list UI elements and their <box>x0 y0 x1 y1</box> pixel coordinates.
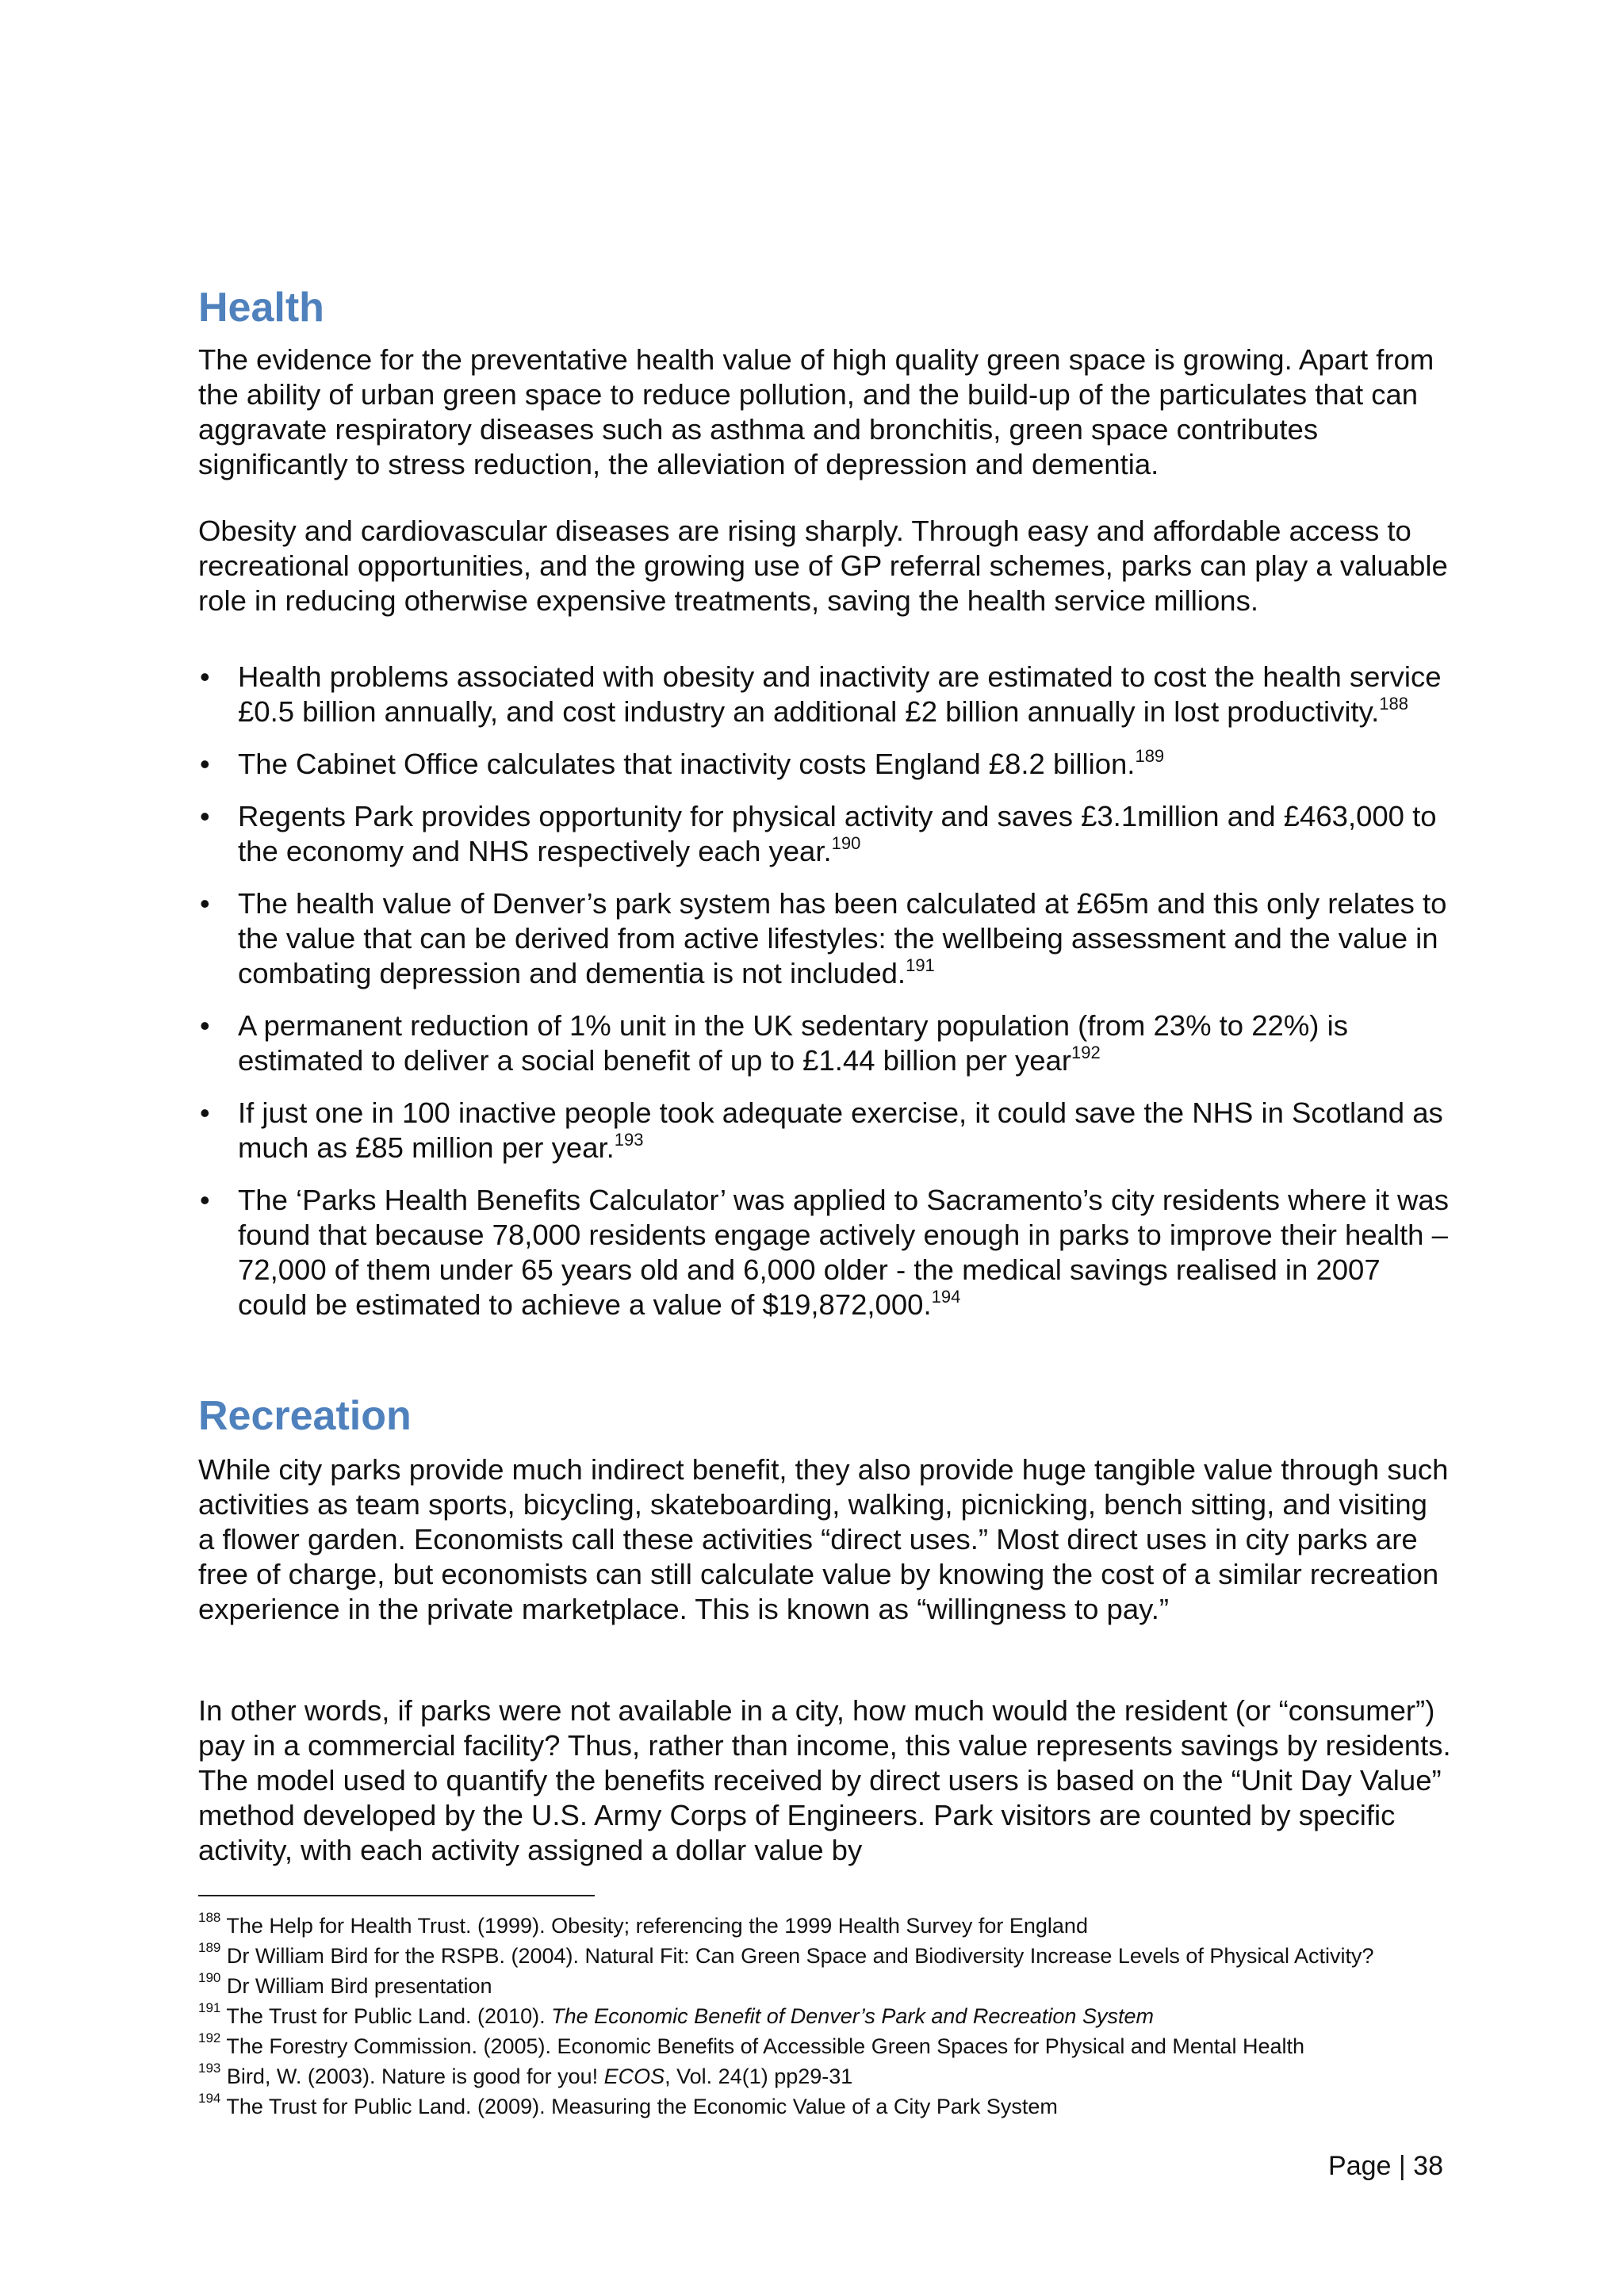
footnote-text: The Trust for Public Land. (2010). <box>226 2004 552 2028</box>
bullet-icon: • <box>200 887 210 920</box>
list-item <box>198 799 1451 869</box>
recreation-paragraph-1: While city parks provide much indirect benefit, they also provide huge tangible value through such activities as team sports, bicycling, skateboarding, walking, picnicking, bench sitting, and visiting a flower garden. Economists call these activities “direct uses.” Most direct uses in city parks are free of charge, but economists can still calculate value by knowing the cost of a similar recreation experience in the private marketplace. This is known as “willingness to pay.” <box>198 1453 1449 1625</box>
footnote-separator <box>198 1895 595 1896</box>
bullet-text: If just one in 100 inactive people took adequate exercise, it could save the NHS in Scotland as much as £85 million per year. <box>238 1096 1443 1164</box>
section-heading-health: Health <box>198 285 324 331</box>
bullet-icon: • <box>200 800 210 832</box>
footnote-number: 190 <box>198 1970 221 1985</box>
bullet-text: The Cabinet Office calculates that inactivity costs England £8.2 billion. <box>238 748 1136 780</box>
bullet-icon: • <box>200 748 210 780</box>
bullet-icon: • <box>200 1009 210 1042</box>
section-heading-recreation: Recreation <box>198 1393 412 1439</box>
bullet-text: A permanent reduction of 1% unit in the UK sedentary population (from 23% to 22%) is estimated to deliver a social benefit of up to £1.44 billion per year <box>238 1009 1348 1077</box>
bullet-text: Regents Park provides opportunity for physical activity and saves £3.1million and £463,000 to the economy and NHS respectively each year. <box>238 800 1437 867</box>
footnote-number: 191 <box>198 2000 221 2015</box>
footnote-ref[interactable]: 194 <box>931 1286 961 1307</box>
footnote-ref[interactable]: 190 <box>831 832 861 853</box>
list-item <box>198 1008 1451 1078</box>
bullet-text: Health problems associated with obesity and inactivity are estimated to cost the health service £0.5 billion annually, and cost industry an additional £2 billion annually in lost productivity. <box>238 660 1442 728</box>
footnote-ref[interactable]: 188 <box>1379 693 1408 714</box>
footnote-text: The Forestry Commission. (2005). Economic Benefits of Accessible Green Spaces for Physical and Mental Health <box>226 2034 1304 2058</box>
footnote-number: 188 <box>198 1910 221 1925</box>
bullet-text: The ‘Parks Health Benefits Calculator’ was applied to Sacramento’s city residents where it was found that because 78,000 residents engage actively enough in parks to improve their health – 72,000 of them under 65 years old and 6,000 older - the medical savings realised in 2007 could be estimated to achieve a value of $19,872,000. <box>238 1184 1449 1321</box>
footnote-text: , Vol. 24(1) pp29-31 <box>665 2064 853 2088</box>
health-paragraph-1: The evidence for the preventative health value of high quality green space is growing. Apart from the ability of urban green space to reduce pollution, and the build-up of the particulates that can aggravate respiratory diseases such as asthma and bronchitis, green space contributes significantly to stress reduction, the alleviation of depression and dementia. <box>198 343 1434 480</box>
footnote <box>198 2091 1467 2122</box>
footnote <box>198 2001 1467 2031</box>
footnote-number: 192 <box>198 2030 221 2045</box>
list-item <box>198 747 1451 782</box>
footnote <box>198 2061 1467 2091</box>
page-number: Page | 38 <box>1328 2151 1443 2181</box>
footnote-title: ECOS <box>603 2064 665 2088</box>
bullet-icon: • <box>200 1096 210 1129</box>
list-item <box>198 1183 1451 1322</box>
footnote-ref[interactable]: 189 <box>1135 745 1165 766</box>
footnote-ref[interactable]: 193 <box>614 1129 644 1150</box>
footnote-ref[interactable]: 192 <box>1071 1042 1101 1062</box>
document-page <box>198 0 1451 2296</box>
footnote-number: 194 <box>198 2091 221 2106</box>
footnote-text: Dr William Bird for the RSPB. (2004). Natural Fit: Can Green Space and Biodiversity Increase Levels of Physical Activity? <box>226 1944 1374 1968</box>
list-item <box>198 1096 1451 1165</box>
footnote-number: 193 <box>198 2061 221 2076</box>
footnotes <box>198 1911 1467 2122</box>
footnote-number: 189 <box>198 1940 221 1955</box>
footnote <box>198 2031 1467 2061</box>
footnote-text: Bird, W. (2003). Nature is good for you! <box>226 2064 604 2088</box>
footnote-text: The Trust for Public Land. (2009). Measuring the Economic Value of a City Park System <box>226 2095 1058 2118</box>
recreation-paragraph-2: In other words, if parks were not available in a city, how much would the resident (or “consumer”) pay in a commercial facility? Thus, rather than income, this value represents savings by residents. The model used to quantify the benefits received by direct users is based on the “Unit Day Value” method developed by the U.S. Army Corps of Engineers. Park visitors are counted by specific activity, with each activity assigned a dollar value by <box>198 1694 1451 1866</box>
footnote <box>198 1911 1467 1941</box>
footnote-title: The Economic Benefit of Denver’s Park and Recreation System <box>551 2004 1154 2028</box>
footnote-text: The Help for Health Trust. (1999). Obesity; referencing the 1999 Health Survey for England <box>226 1914 1088 1938</box>
footnote <box>198 1941 1467 1971</box>
list-item <box>198 660 1451 729</box>
footnote <box>198 1971 1467 2001</box>
health-bullet-list <box>198 660 1451 1340</box>
list-item <box>198 886 1451 991</box>
bullet-icon: • <box>200 1184 210 1216</box>
footnote-text: Dr William Bird presentation <box>226 1974 492 1998</box>
bullet-icon: • <box>200 660 210 693</box>
bullet-text: The health value of Denver’s park system has been calculated at £65m and this only relates to the value that can be derived from active lifestyles: the wellbeing assessment and the value in combating depression and dementia is not included. <box>238 887 1447 989</box>
footnote-ref[interactable]: 191 <box>906 955 935 975</box>
health-paragraph-2: Obesity and cardiovascular diseases are rising sharply. Through easy and affordable access to recreational opportunities, and the growing use of GP referral schemes, parks can play a valuable role in reducing otherwise expensive treatments, saving the health service millions. <box>198 515 1448 617</box>
